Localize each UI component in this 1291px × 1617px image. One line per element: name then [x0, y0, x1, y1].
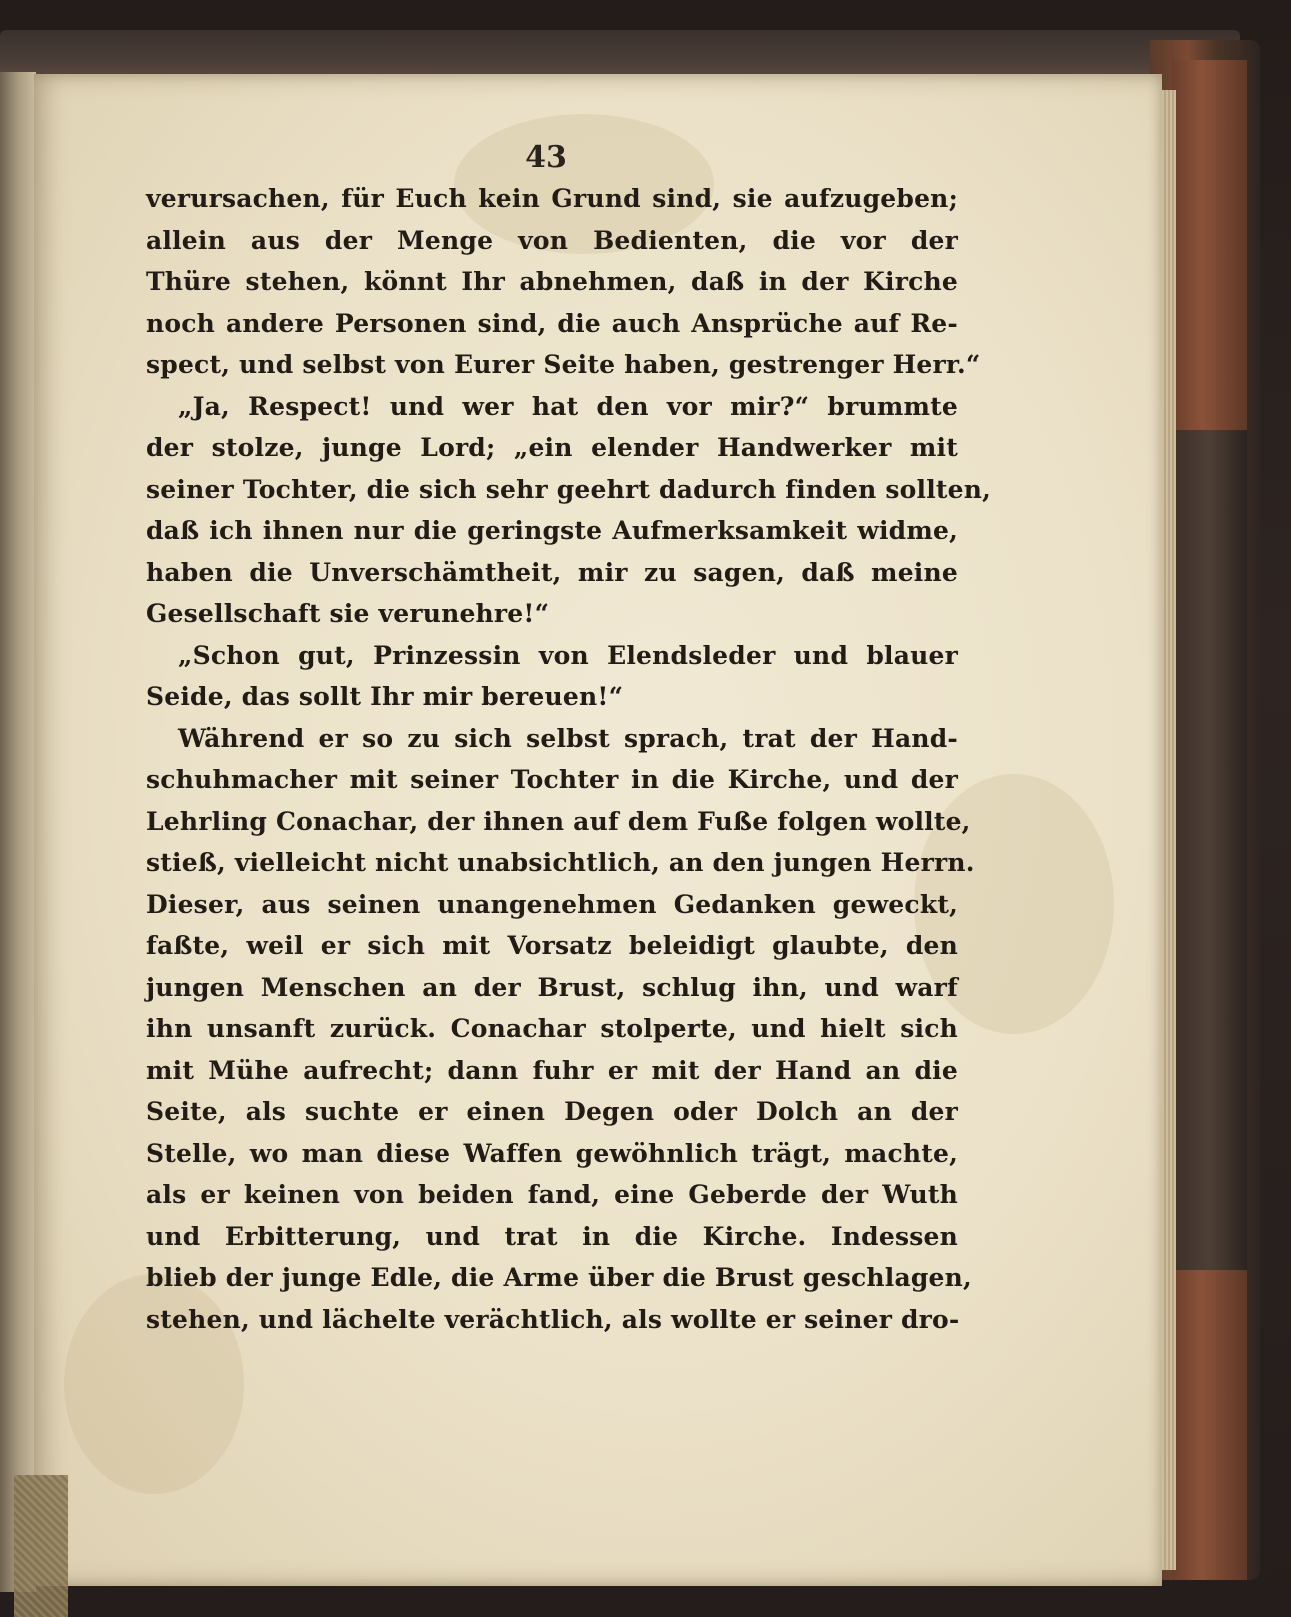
text-line: allein aus der Menge von Bedienten, die vor der	[146, 225, 958, 255]
text-line: Gesellschaft sie verunehre!“	[146, 599, 550, 628]
left-page-sliver	[0, 72, 36, 1592]
page-number: 43	[525, 140, 567, 175]
text-line: „Schon gut, Prinzessin von Elendsleder und blauer	[178, 640, 958, 670]
text-line: stehen, und lächelte verächtlich, als wollte er seiner dro-	[146, 1304, 960, 1334]
text-line: verursachen, für Euch kein Grund sind, sie aufzugeben;	[146, 184, 958, 213]
text-line: und Erbitterung, und trat in die Kirche. Indessen	[146, 1221, 958, 1251]
book-cover-top-edge	[0, 30, 1240, 80]
text-line: ihn unsanft zurück. Conachar stolperte, und hielt sich	[146, 1014, 958, 1043]
text-line: stieß, vielleicht nicht unabsichtlich, an den jungen Herrn.	[146, 848, 975, 877]
text-line: seiner Tochter, die sich sehr geehrt dadurch finden sollten,	[146, 474, 992, 504]
text-line: noch andere Personen sind, die auch Ansprüche auf Re-	[146, 308, 958, 338]
text-line: spect, und selbst von Eurer Seite haben, gestrenger Herr.“	[146, 350, 981, 379]
text-line: mit Mühe aufrecht; dann fuhr er mit der Hand an die	[146, 1055, 958, 1085]
text-line: Thüre stehen, könnt Ihr abnehmen, daß in der Kirche	[146, 267, 958, 296]
text-line: Seide, das sollt Ihr mir bereuen!“	[146, 682, 624, 711]
text-line: Seite, als suchte er einen Degen oder Dolch an der	[146, 1097, 958, 1126]
bookmark-ribbon	[14, 1475, 68, 1617]
text-line: jungen Menschen an der Brust, schlug ihn, und warf	[146, 972, 958, 1002]
text-line: faßte, weil er sich mit Vorsatz beleidigt glaubte, den	[146, 931, 958, 960]
text-line: daß ich ihnen nur die geringste Aufmerksamkeit widme,	[146, 516, 958, 545]
text-line: Während er so zu sich selbst sprach, trat der Hand-	[178, 723, 958, 753]
text-line: haben die Unverschämtheit, mir zu sagen, daß meine	[146, 557, 958, 587]
book-spine-cloth	[1172, 430, 1247, 1270]
text-line: „Ja, Respect! und wer hat den vor mir?“ brummte	[178, 391, 958, 421]
text-line: schuhmacher mit seiner Tochter in die Kirche, und der	[146, 765, 958, 794]
text-line: Lehrling Conachar, der ihnen auf dem Fuße folgen wollte,	[146, 806, 971, 836]
text-line: der stolze, junge Lord; „ein elender Handwerker mit	[146, 433, 958, 462]
text-line: Stelle, wo man diese Waffen gewöhnlich trägt, machte,	[146, 1138, 958, 1168]
text-line: Dieser, aus seinen unangenehmen Gedanken geweckt,	[146, 889, 958, 919]
page-body-text	[146, 178, 992, 1340]
leather-corner-top	[1172, 60, 1247, 430]
text-line: als er keinen von beiden fand, eine Geberde der Wuth	[146, 1180, 958, 1209]
leather-corner-bottom	[1172, 1270, 1247, 1580]
text-line: blieb der junge Edle, die Arme über die Brust geschlagen,	[146, 1263, 972, 1292]
